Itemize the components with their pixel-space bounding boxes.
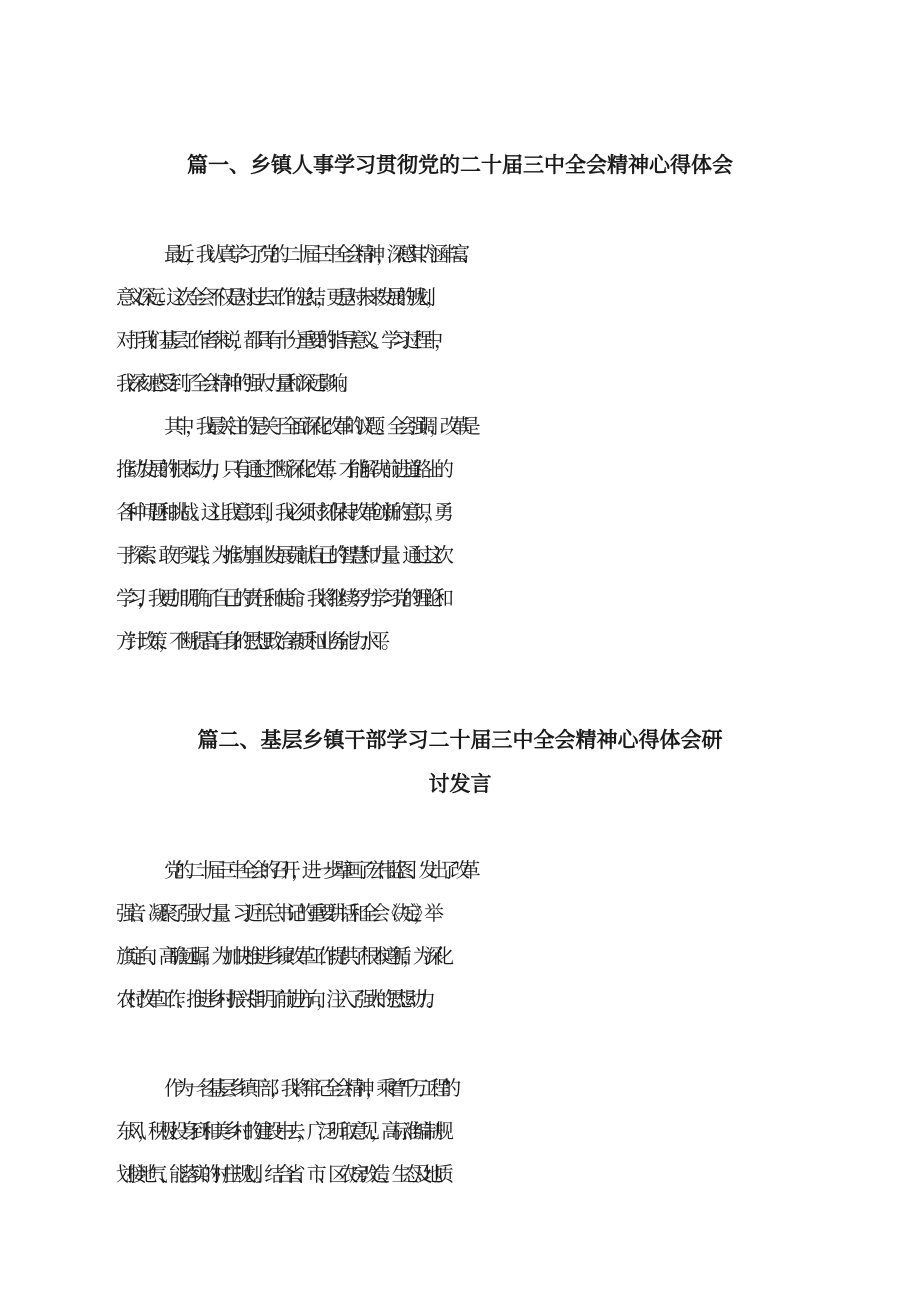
text-line: 划接地气、能落实的村庄规划。结合省、市、区农房改造、生态及地质 [116,1162,445,1186]
text-line: 对于我们基层工作者来说，都具有十分重要的指导意义。学习过程中， [116,328,445,352]
section-2-title-line: 篇二、基层乡镇干部学习二十届三中全会精神心得体会研 [197,728,723,752]
text-line: 作为一名基层乡镇干部，我将牢记全会精神，乘着“千万工程”的 [164,1076,452,1100]
text-line: 最近，我认真学习了党的二十届三中全会精神，深感其内涵丰富、 [164,242,472,266]
text-line: 其中，我最关注的是关于全面深化改革的议题。全会强调，改革是 [164,414,472,438]
section-2-title-line: 讨发言 [428,772,492,796]
section-2-title [0,718,920,806]
text-line: 推动发展的根本动力，只有通过不断深化改革，才能解决前进道路上的 [116,457,445,481]
section-2-paragraph-2 [116,1067,836,1196]
section-1-title [0,143,920,187]
text-line: 我深刻感受到了全会精神的强大力量和深远影响。 [116,371,350,395]
text-line: 意义深远。这次全会不仅是对过去工作的总结，更是对未来发展的规划， [116,285,436,309]
text-line: 学习，我更加明确了自己的责任和使命。我将继续努力学习党的理论和 [116,586,445,610]
text-line: 各种问题和挑战。这让我意识到，我必须时刻保持改革创新的意识，勇 [116,500,445,524]
section-1-paragraph-2 [116,405,836,663]
section-1-title-line: 篇一、乡镇人事学习贯彻党的二十届三中全会精神心得体会 [187,153,733,177]
text-line: 旗定向、高瞻远瞩，为加快推进乡镇改革工作提供了根本遵循，为深化 [116,944,445,968]
text-line: 农村改革工作、推进乡村振兴指明了前进方向，注入了强大的思想动力。 [116,987,436,1011]
text-line: 党的二十届三中全会的召开，进一步擘画了宏伟蓝图、发出了改革 [164,858,472,882]
section-1-paragraph-1 [116,233,836,405]
text-line: 于探索、敢于实践，为推动事业发展贡献自己的智慧和力量。通过这次 [116,543,445,567]
text-line: 东风，积极投身到和美乡村的建设中去，广泛听取意见，高标准编制规 [116,1119,445,1143]
text-line: 强音、凝聚了强大力量。习近平总书记的重要讲话和全会《决定》，举 [116,901,435,925]
text-line: 方针政策，不断提高自身的思想政治素质和业务能力水平。 [116,629,392,653]
section-2-paragraph-1 [116,849,836,1021]
